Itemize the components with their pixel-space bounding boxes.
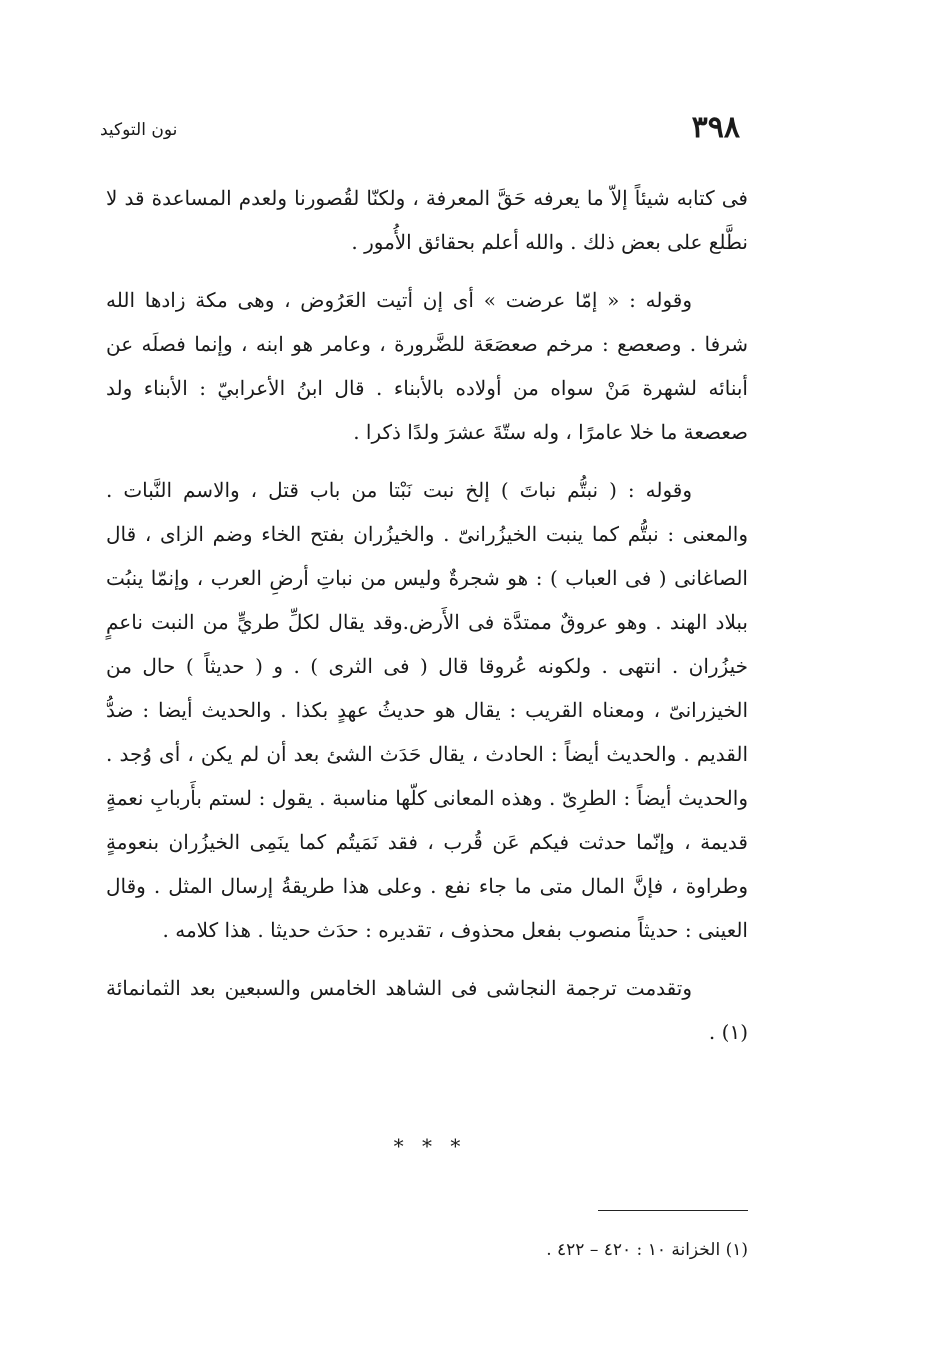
paragraph-continuation: فى كتابه شيئاً إلاّ ما يعرفه حَقَّ المعرفة ، ولكنّا لقُصورنا ولعدم المساعدة قد لا نطَّلع على بعض ذلك . والله أعلم بحقائق الأُمور .	[106, 186, 748, 254]
body-text	[106, 176, 748, 1054]
page-number: ٣٩٨	[691, 110, 740, 145]
paragraph-najashi: وتقدمت ترجمة النجاشى فى الشاهد الخامس والسبعين بعد الثمانمائة (١) .	[106, 976, 748, 1044]
page-header	[100, 110, 740, 150]
footnote-divider	[598, 1210, 748, 1211]
paragraph-arad: وقوله : « إمّا عرضت » أى إن أتيت العَرُوض ، وهى مكة زادها الله شرفا . وصعصع : مرخم صعصَعَة للضَّرورة ، وعامر هو ابنه ، وإنما فصلَه عن أبنائه لشهرة مَنْ سواه من أولاده بالأبناء . قال ابنُ الأعرابيّ : الأبناء ولد صعصعة ما خلا عامرًا ، وله ستّةَ عشرَ ولدًا ذكرا .	[106, 288, 748, 444]
paragraph-nabattum: وقوله : ( نبتُّم نباتَ ) إلخ نبت نَبْتا من باب قتل ، والاسم النَّبات . والمعنى : نبتُّم كما ينبت الخيزُرانىّ . والخيزُران بفتح الخاء وضم الزاى ، قال الصاغانى ( فى العباب ) : هو شجرةٌ وليس من نباتِ أرضِ العرب ، وإنمّا ينبُت ببلاد الهند . وهو عروقٌ ممتدَّة فى الأَرض.وقد يقال لكلِّ طريٍّ من النبت ناعمٍ خيزُران . انتهى . ولكونه عُروقا قال ( فى الثرى ) . و ( حديثاً ) حال من الخيزرانىّ ، ومعناه القريب : يقال هو حديثُ عهدٍ بكذا . والحديث أيضا : ضدُّ القديم . والحديث أيضاً : الحادث ، يقال حَدَث الشئ بعد أن لم يكن ، أى وُجد . والحديث أيضاً : الطرِىّ . وهذه المعانى كلّها مناسبة . يقول : لستم بأَربابِ نعمةٍ قديمة ، وإنّما حدثت فيكم عَن قُرب ، فقد نَمَيتُم كما ينَمِى الخيزُران بنعومةٍ وطراوة ، فإنَّ المال متى ما جاء نفع . وعلى هذا طريقةُ إرسال المثل . وقال العينى : حديثاً منصوب بفعل محذوف ، تقديره : حدَث حديثا . هذا كلامه .	[106, 478, 748, 942]
running-title: نون التوكيد	[100, 120, 178, 140]
section-separator: * * *	[393, 1134, 467, 1158]
footnote: (١) الخزانة ١٠ : ٤٢٠ – ٤٢٢ .	[546, 1240, 748, 1260]
